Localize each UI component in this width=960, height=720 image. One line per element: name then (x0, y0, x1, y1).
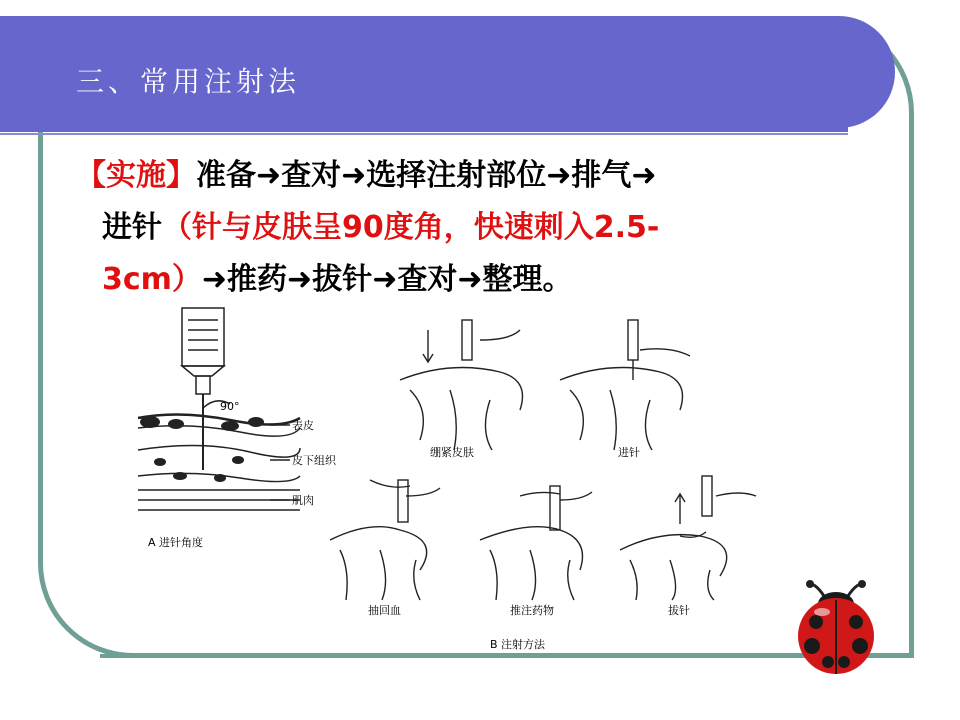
angle-label: 90° (220, 400, 240, 413)
step-tighten-label: 绷紧皮肤 (430, 446, 474, 459)
body-line3-end: ➜推药➜拔针➜查对➜整理。 (201, 262, 573, 297)
slide-title: 三、常用注射法 (76, 65, 301, 98)
caption-a: A 进针角度 (148, 536, 204, 549)
insert-needle-step (560, 320, 690, 450)
body-line2 (76, 202, 816, 254)
body-line2-highlight: （针与皮肤呈90度角，快速刺入2.5- (162, 210, 660, 245)
tighten-skin-step (400, 320, 523, 450)
body-line1: 准备➜查对➜选择注射部位➜排气➜ (196, 158, 657, 193)
step-draw-back-label: 抽回血 (368, 604, 401, 617)
ladybug-icon (786, 578, 886, 678)
injection-steps (330, 320, 756, 600)
step-withdraw-label: 拔针 (668, 604, 690, 617)
body-line3 (76, 254, 816, 306)
inject-medicine-step (480, 486, 592, 600)
bottom-divider (100, 654, 780, 658)
layer-subcutaneous-label: 皮下组织 (292, 454, 336, 467)
step-inject-label: 推注药物 (510, 604, 554, 617)
label-implement: 【实施】 (76, 158, 196, 193)
syringe-icon (628, 320, 638, 360)
syringe-icon (702, 476, 712, 516)
title-underline-thin (0, 133, 848, 135)
caption-b: B 注射方法 (490, 638, 546, 651)
step-insert-label: 进针 (618, 446, 640, 459)
layer-skin-label: 表皮 (292, 419, 314, 432)
injection-illustration (120, 300, 780, 660)
withdraw-needle-step (620, 476, 756, 600)
title-underline (0, 126, 848, 132)
body-line3-highlight: 3cm） (102, 262, 202, 297)
syringe-icon (462, 320, 472, 360)
layer-muscle-label: 肌肉 (292, 494, 314, 507)
body-line2-start: 进针 (102, 210, 162, 245)
body-text (76, 150, 816, 306)
syringe-barrel-icon (182, 308, 224, 366)
draw-back-step (330, 480, 440, 600)
